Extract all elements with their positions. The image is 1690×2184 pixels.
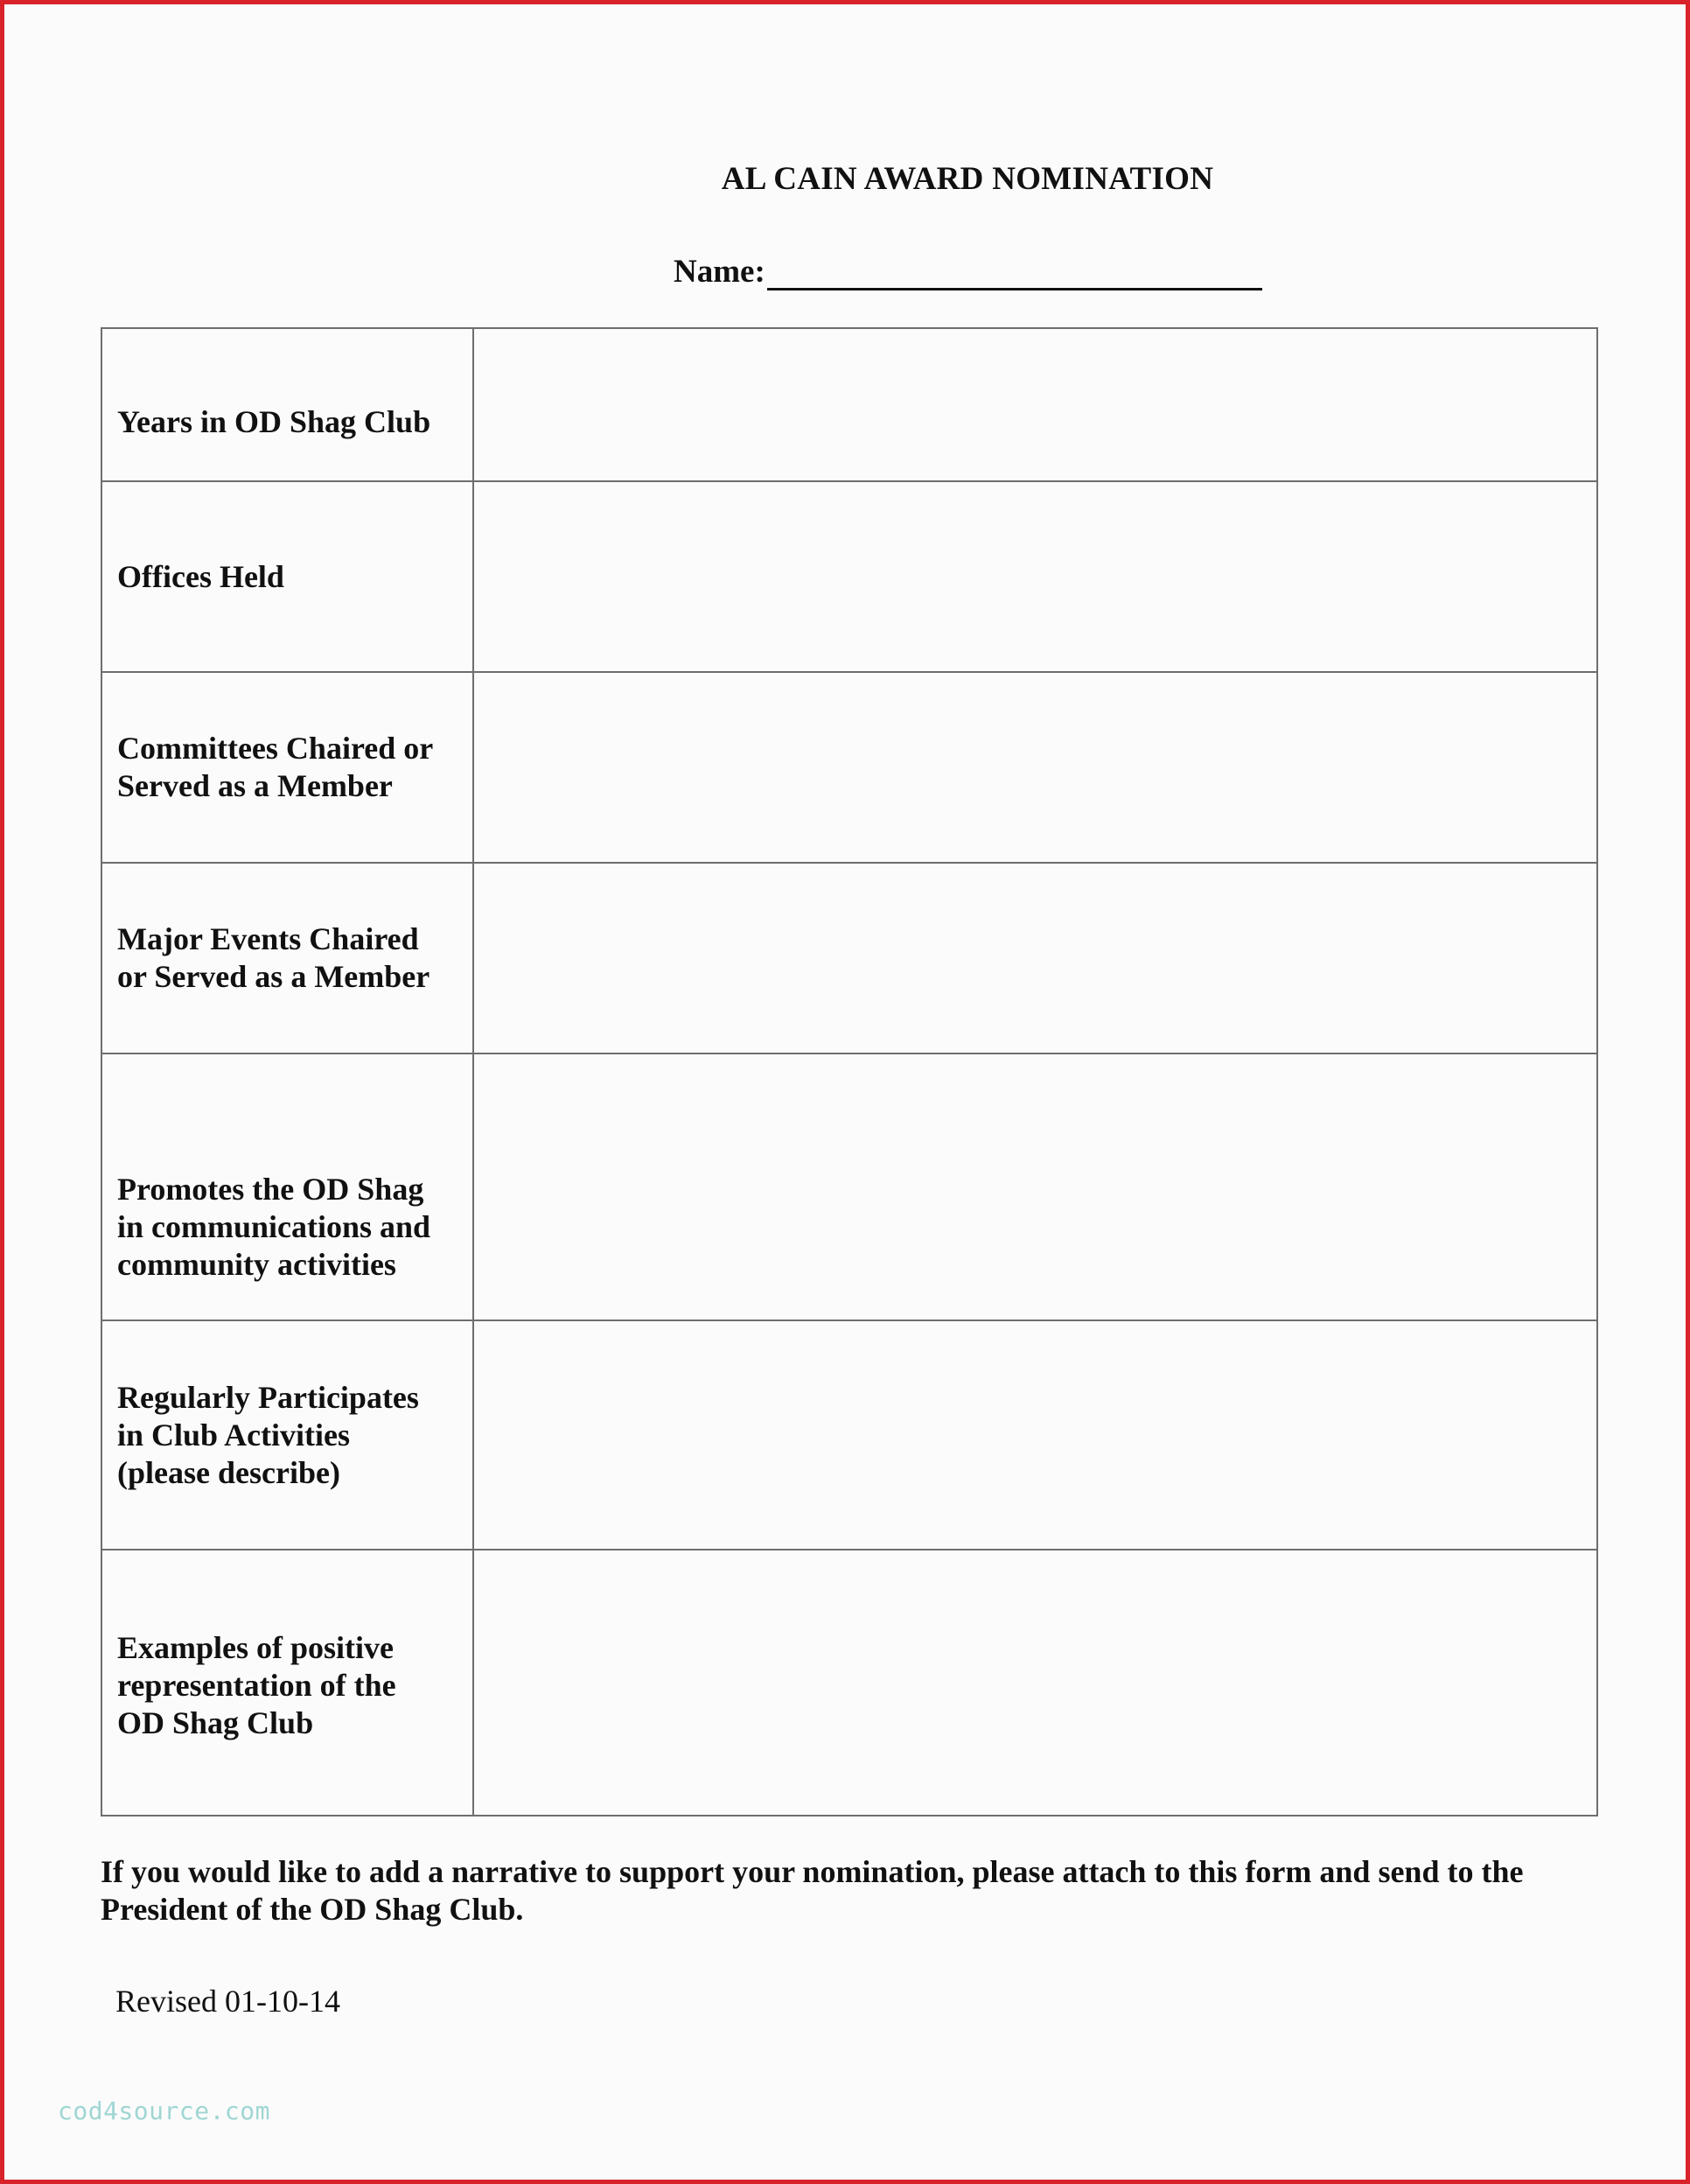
row-label-cell — [101, 328, 473, 481]
row-label-major-events: Major Events Chaired or Served as a Member — [117, 921, 430, 994]
revision-date: Revised 01-10-14 — [115, 1984, 340, 2019]
row-answer-examples[interactable] — [473, 1550, 1597, 1816]
row-label-examples: Examples of positive representation of the OD Shag Club — [117, 1630, 396, 1740]
row-label-cell — [101, 481, 473, 672]
row-label-cell — [101, 863, 473, 1054]
row-label-cell — [101, 1550, 473, 1816]
table-row — [101, 328, 1597, 481]
row-answer-committees[interactable] — [473, 672, 1597, 863]
name-label: Name: — [674, 254, 765, 290]
row-label-participates: Regularly Participates in Club Activities (please describe) — [117, 1379, 419, 1490]
row-answer-years[interactable] — [473, 328, 1597, 481]
row-label-offices: Offices Held — [117, 558, 284, 594]
row-answer-promotes[interactable] — [473, 1054, 1597, 1320]
document-title: AL CAIN AWARD NOMINATION — [721, 161, 1214, 197]
table-row — [101, 1320, 1597, 1550]
nomination-table — [101, 327, 1598, 1816]
row-label-committees: Committees Chaired or Served as a Member — [117, 731, 434, 803]
row-label-cell — [101, 1054, 473, 1320]
narrative-instruction: If you would like to add a narrative to support your nomination, please attach to this form and send to the President of the OD Shag Club. — [101, 1854, 1524, 1927]
row-answer-offices[interactable] — [473, 481, 1597, 672]
watermark-text: cod4source.com — [58, 2096, 271, 2125]
table-row — [101, 863, 1597, 1054]
table-row — [101, 672, 1597, 863]
row-answer-major-events[interactable] — [473, 863, 1597, 1054]
name-fill-line[interactable] — [767, 256, 1262, 290]
name-field-row — [674, 253, 1262, 290]
row-label-years: Years in OD Shag Club — [117, 404, 431, 439]
table-row — [101, 481, 1597, 672]
row-label-promotes: Promotes the OD Shag in communications and community activities — [117, 1172, 431, 1282]
row-label-cell — [101, 1320, 473, 1550]
table-row — [101, 1054, 1597, 1320]
row-label-cell — [101, 672, 473, 863]
table-row — [101, 1550, 1597, 1816]
row-answer-participates[interactable] — [473, 1320, 1597, 1550]
